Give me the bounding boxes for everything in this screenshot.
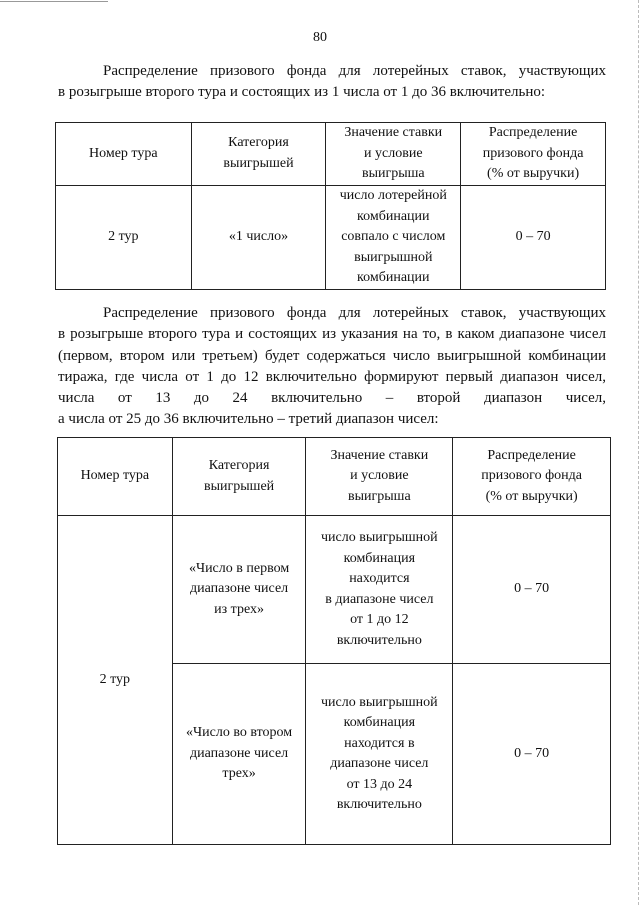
table-header-row bbox=[56, 123, 606, 186]
header-cell: Категория выигрышей bbox=[172, 438, 306, 516]
paragraph-2 bbox=[58, 303, 606, 431]
cell-category: «1 число» bbox=[191, 185, 326, 290]
paragraph-line: тиража, где числа от 1 до 12 включительно формируют первый диапазон чисел, bbox=[58, 368, 606, 385]
page-number: 80 bbox=[313, 30, 327, 45]
cell-tour: 2 тур bbox=[56, 185, 192, 290]
paragraph-line: в розыгрыше второго тура и состоящих из указания на то, в каком диапазоне чисел bbox=[58, 326, 606, 343]
scan-corner-line bbox=[0, 1, 108, 2]
paragraph-line: Распределение призового фонда для лотерейных ставок, участвующих bbox=[103, 305, 606, 321]
paragraph-1 bbox=[58, 61, 606, 104]
paragraph-line: (первом, втором или третьем) будет содержаться число выигрышной комбинации bbox=[58, 347, 606, 364]
cell-condition: число лотерейной комбинации совпало с числом выигрышной комбинации bbox=[326, 185, 461, 290]
cell-tour: 2 тур bbox=[58, 516, 173, 845]
paragraph-line: в розыгрыше второго тура и состоящих из 1 числа от 1 до 36 включительно: bbox=[58, 84, 546, 101]
cell-distribution: 0 – 70 bbox=[453, 516, 611, 664]
header-cell: Значение ставки и условие выигрыша bbox=[326, 123, 461, 186]
paragraph-line: числа от 13 до 24 включительно – второй диапазон чисел, bbox=[58, 390, 606, 407]
header-cell: Номер тура bbox=[56, 123, 192, 186]
table-row bbox=[58, 516, 611, 664]
cell-category: «Число в первом диапазоне чисел из трех» bbox=[172, 516, 306, 664]
paragraph-line: Распределение призового фонда для лотерейных ставок, участвующих bbox=[103, 63, 606, 79]
cell-condition: число выигрышной комбинация находится в диапазоне чисел от 1 до 12 включительно bbox=[306, 516, 453, 664]
paragraph-line: а числа от 25 до 36 включительно – третий диапазон чисел: bbox=[58, 411, 439, 428]
header-cell: Значение ставки и условие выигрыша bbox=[306, 438, 453, 516]
cell-condition: число выигрышной комбинация находится в диапазоне чисел от 13 до 24 включительно bbox=[306, 664, 453, 845]
table-row bbox=[56, 185, 606, 290]
header-cell: Распределение призового фонда (% от выручки) bbox=[461, 123, 606, 186]
header-cell: Категория выигрышей bbox=[191, 123, 326, 186]
scan-edge-line bbox=[638, 0, 639, 905]
table-header-row bbox=[58, 438, 611, 516]
cell-category: «Число во втором диапазоне чисел трех» bbox=[172, 664, 306, 845]
header-cell: Распределение призового фонда (% от выручки) bbox=[453, 438, 611, 516]
prize-table-1 bbox=[55, 122, 606, 290]
prize-table-2 bbox=[57, 437, 611, 845]
cell-distribution: 0 – 70 bbox=[453, 664, 611, 845]
cell-distribution: 0 – 70 bbox=[461, 185, 606, 290]
header-cell: Номер тура bbox=[58, 438, 173, 516]
